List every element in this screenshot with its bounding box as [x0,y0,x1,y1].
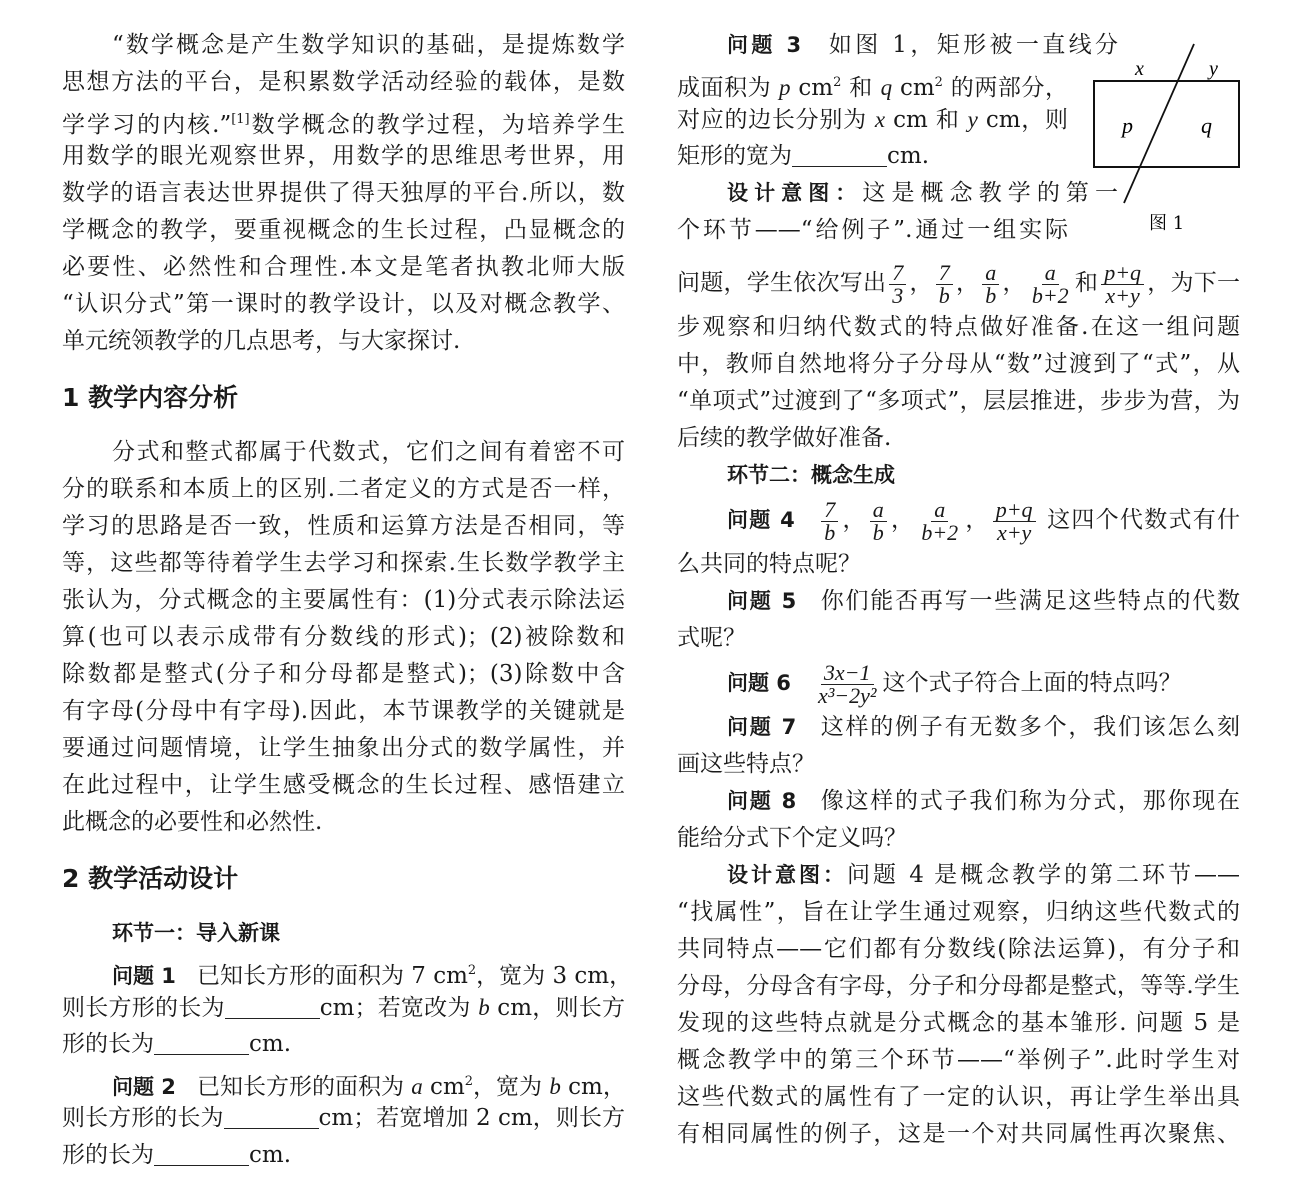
text-line [62,175,625,212]
text: 这个式子符合上面的特点吗？ [882,670,1182,696]
bold-label: 问题 8 [727,789,821,813]
text: 张认为，分式概念的主要属性有：(1)分式表示除法运 [62,587,625,613]
text-line [677,709,1240,746]
text: ， [909,270,933,296]
text-line [62,1100,625,1137]
text: 学学习的内核.” [62,112,232,138]
text: 你们能否再写一些满足这些特点的代数 [820,588,1240,614]
text-line [62,286,625,323]
numerator: a [870,499,887,522]
text: ， [841,507,867,533]
text-line [677,746,1240,783]
text: ，宽为 3 cm， [476,963,633,989]
text: 中，教师自然地将分子分母从“数”过渡到了“式”，从 [677,351,1240,377]
text: 的两部分， [942,75,1068,101]
numerator: a [982,262,999,285]
fraction [982,259,999,308]
numerator: 3x−1 [821,662,874,685]
text: cm， [560,1074,626,1100]
text-line [677,27,1118,64]
label-p: p [1122,113,1133,138]
text: “找属性”，旨在让学生通过观察，归纳这些代数式的 [677,899,1240,925]
numerator: 7 [821,499,838,522]
math-variable: q [880,75,893,100]
text: cm，则 [977,107,1068,133]
fraction [821,496,838,545]
denominator: 3 [892,282,904,308]
text-line [677,583,1240,620]
text-line [62,138,625,175]
text-line [62,249,625,286]
text: 学习的思路是否一致，性质和运算方法是否相同，等 [62,513,625,539]
denominator: x+y [996,519,1032,545]
text-line [677,1005,1240,1042]
answer-blank [154,1030,249,1055]
text: 思想方法的平台，是积累数学活动经验的载体，是数 [62,69,625,95]
section-heading [62,860,625,897]
text: ，宽为 [473,1074,550,1100]
text-line [677,968,1240,1005]
text: cm，则长方 [489,995,625,1021]
text-line [677,420,1240,457]
text: 数学的语言表达世界提供了得天独厚的平台.所以，数 [62,180,625,206]
text-line [62,508,625,545]
text: 和 [841,75,881,101]
fraction [870,496,887,545]
denominator: b+2 [921,519,959,545]
bold-label: 设计意图： [727,181,863,205]
denominator: b [872,519,884,545]
text: 有相同属性的例子，这是一个对共同属性再次聚焦、 [677,1121,1240,1147]
denominator: b [824,519,836,545]
left-column [62,27,633,1174]
text: cm；若宽改为 [319,995,479,1021]
text-line [677,857,1240,894]
text-line [62,804,625,841]
text-line [62,1063,625,1100]
text-line [677,894,1240,931]
answer-blank [224,1104,319,1129]
text-line [62,693,625,730]
text: 除数都是整式(分子和分母都是整式)；(3)除数中含 [62,661,625,687]
text: 概念教学中的第三个环节——“举例子”.此时学生对 [677,1047,1240,1073]
figure-1-rectangle-diagram [1085,35,1260,240]
text-line [62,989,625,1026]
text-line [677,101,1068,138]
text-line [62,434,625,471]
rectangle [1094,81,1239,167]
text: 这四个代数式有什 [1038,507,1240,533]
text-line [62,323,625,360]
text: “单项式”过渡到了“多项式”，层层推进，步步为营，为 [677,388,1240,414]
text: 1 教学内容分析 [62,383,239,412]
bold-label: 问题 7 [727,715,821,739]
text-line [62,1137,625,1174]
text: “认识分式”第一课时的教学设计，以及对概念教学、 [62,291,625,317]
text-line [677,657,1240,709]
fraction [993,496,1036,545]
superscript: 2 [464,1074,474,1089]
text: cm. [887,143,930,169]
text: ， [1002,270,1026,296]
text: 数学概念的教学过程，为培养学生 [249,112,625,138]
text: 则长方形的长为 [62,995,225,1021]
bold-label: 问题 1 [112,964,197,988]
text-line [677,175,1118,212]
text: 2 教学活动设计 [62,864,239,893]
math-variable: y [967,107,978,132]
text: 分母，分母含有字母，分子和分母都是整式，等等.学生 [677,973,1240,999]
text-line [677,383,1240,420]
numerator: a [1042,262,1059,285]
label-q: q [1201,113,1212,138]
text-line [677,1116,1240,1153]
denominator: b [938,282,950,308]
text: 用数学的眼光观察世界，用数学的思维思考世界，用 [62,143,625,169]
text-line [677,820,1240,857]
text-line [62,471,625,508]
text: 必要性、必然性和合理性.本文是笔者执教北师大版 [62,254,625,280]
text-line [62,1026,625,1063]
text: 则长方形的长为 [62,1105,224,1131]
text: cm 和 [885,107,968,133]
text-line [677,64,1068,101]
text: 对应的边长分别为 [677,107,875,133]
text-line [62,27,625,64]
text: cm；若宽增加 2 cm，则长方 [318,1105,625,1131]
text-line [62,767,625,804]
text-line [62,545,625,582]
text: 分的联系和本质上的区别.二者定义的方式是否一样， [62,476,625,502]
text: 这些代数式的属性有了一定的认识，再让学生举出具 [677,1084,1240,1110]
text-line [677,546,1240,583]
numerator: 7 [936,262,953,285]
text: cm. [249,1142,292,1168]
text-line [62,212,625,249]
bold-label: 问题 2 [112,1075,197,1099]
text-line [677,1042,1240,1079]
text: cm [422,1074,465,1100]
text-line [677,257,1240,309]
fraction [936,259,953,308]
text: 步观察和归纳代数式的特点做好准备.在这一组问题 [677,314,1240,340]
answer-blank [792,142,887,167]
numerator: 7 [889,262,906,285]
math-variable: x [874,107,886,132]
text-line [677,783,1240,820]
math-variable: b [549,1074,561,1099]
bold-label: 问题 5 [727,589,821,613]
text: 么共同的特点呢？ [677,551,861,577]
text: 此概念的必要性和必然性. [62,809,323,835]
math-variable: p [779,75,791,100]
text: 等，这些都等待着学生去学习和探索.生长数学教学主 [62,550,625,576]
numerator: a [931,499,948,522]
text-line [677,620,1240,657]
bold-label: 设计意图： [727,863,847,887]
text: 矩形的宽为 [677,143,792,169]
text: 像这样的式子我们称为分式，那你现在 [820,788,1240,814]
text: 已知长方形的面积为 [196,1074,412,1100]
section-heading [62,379,625,416]
text: 这样的例子有无数多个，我们该怎么刻 [820,714,1240,740]
denominator: b+2 [1031,282,1069,308]
text: “数学概念是产生数学知识的基础，是提炼数学 [112,32,625,58]
text: 要通过问题情境，让学生抽象出分式的数学属性，并 [62,735,625,761]
text: 形的长为 [62,1031,154,1057]
math-variable: b [478,995,490,1020]
fraction [815,659,880,708]
text: 问题 4 是概念教学的第二环节—— [846,862,1240,888]
text: cm [790,75,834,101]
numerator: p+q [993,499,1036,522]
text-line [62,619,625,656]
denominator: x+y [1105,282,1140,308]
text: 分式和整式都属于代数式，它们之间有着密不可 [112,439,625,465]
label-x: x [1135,58,1144,80]
bold-label: 问题 4 [727,508,819,532]
fraction [889,259,906,308]
fraction [918,496,961,545]
denominator: x³−2y² [817,682,877,708]
text-line [677,309,1240,346]
superscript: 2 [467,963,477,978]
fraction [1029,259,1072,308]
text-line [62,656,625,693]
text: cm [892,75,935,101]
text: 问题，学生依次写出 [677,270,887,296]
text: 后续的教学做好准备. [677,425,892,451]
bold-label: 环节一：导入新课 [112,921,280,945]
text-line [677,931,1240,968]
superscript: [1] [231,112,250,127]
bold-label: 问题 3 [727,33,829,57]
text: cm. [249,1031,292,1057]
denominator: b [985,282,997,308]
numerator: p+q [1101,262,1144,285]
text: 形的长为 [62,1142,154,1168]
text: 在此过程中，让学生感受概念的生长过程、感悟建立 [62,772,625,798]
text-line [62,582,625,619]
text-line [62,730,625,767]
bold-label: 问题 6 [727,671,812,695]
text: ， [889,507,916,533]
bold-label: 环节二：概念生成 [727,463,895,487]
text: 和 [1074,270,1099,296]
text: ，为下一 [1147,270,1241,296]
figure-caption: 图 1 [1149,213,1185,234]
text: 学概念的教学，要重视概念的生长过程，凸显概念的 [62,217,625,243]
superscript: 2 [833,75,842,90]
text-line [677,494,1240,546]
text: ， [964,507,990,533]
text-line [677,138,1068,175]
text-line [677,212,1068,249]
text-line [677,457,1240,494]
text: 发现的这些特点就是分式概念的基本雏形. 问题 5 是 [677,1010,1240,1036]
text: 式呢？ [677,625,746,651]
math-variable: a [411,1074,423,1099]
text: 这是概念教学的第一 [862,180,1119,206]
text: 个环节——“给例子”.通过一组实际 [677,217,1068,243]
text: 成面积为 [677,75,780,101]
text: 画这些特点？ [677,751,815,777]
answer-blank [154,1141,249,1166]
text-line [677,1079,1240,1116]
text: 单元统领教学的几点思考，与大家探讨. [62,328,461,354]
text-line [62,101,625,138]
text: 共同特点——它们都有分数线(除法运算)，有分子和 [677,936,1240,962]
text: 能给分式下个定义吗？ [677,825,907,851]
text: 有字母(分母中有字母).因此，本节课教学的关键就是 [62,698,625,724]
text: 已知长方形的面积为 7 cm [196,963,468,989]
text-line [62,64,625,101]
text-line [62,952,633,989]
fraction [1101,259,1144,308]
text: 算(也可以表示成带有分数线的形式)；(2)被除数和 [62,624,625,650]
label-y: y [1209,58,1218,80]
text: ， [955,270,980,296]
answer-blank [225,994,320,1019]
text: 如图 1，矩形被一直线分 [828,32,1118,58]
superscript: 2 [934,75,943,90]
text-line [677,346,1240,383]
text-line [62,915,625,952]
